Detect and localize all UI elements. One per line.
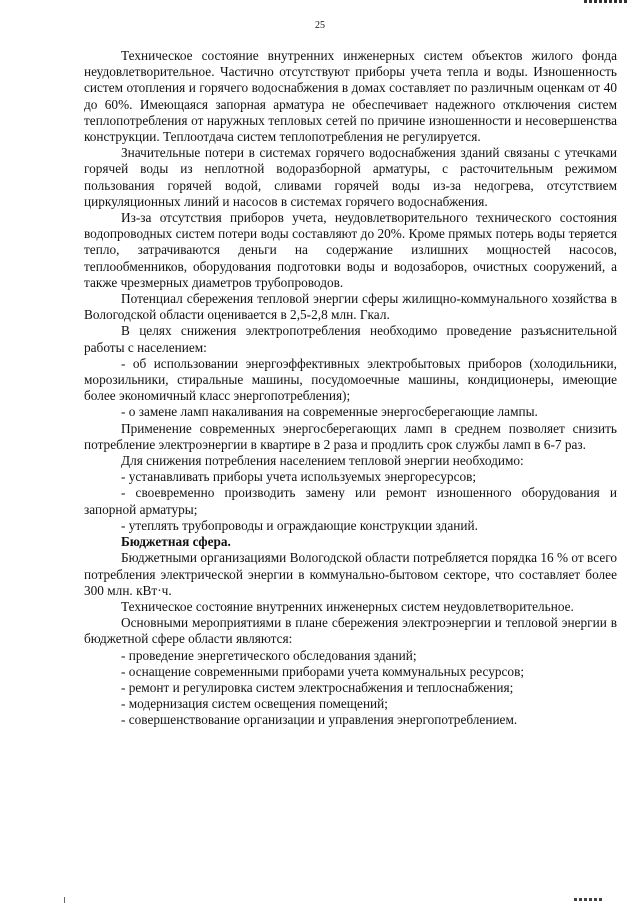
section-heading-budget: Бюджетная сфера.: [121, 534, 231, 550]
page-number: 25: [315, 20, 325, 31]
paragraph-heat-potential: Потенциал сбережения тепловой энергии сферы жилищно-коммунального хозяйства в Вологодской области оценивается в 2,5-2,8 млн. Гкал.: [84, 291, 617, 323]
paragraph-heat-measures-intro: Для снижения потребления населением тепловой энергии необходимо:: [121, 453, 524, 469]
list-item-energy-audit: - проведение энергетического обследования зданий;: [121, 647, 417, 663]
list-item-insulation: - утеплять трубопроводы и ограждающие конструкции зданий.: [121, 517, 478, 533]
list-item-lighting-modernization: - модернизация систем освещения помещений;: [121, 696, 388, 712]
list-item-appliances: - об использовании энергоэффективных электробытовых приборов (холодильники, морозильники, стиральные машины, посудомоечные машины, кондиционеры, имеющие более экономичный класс энергопотребления);: [84, 355, 617, 404]
list-item-metering-equipment: - оснащение современными приборами учета коммунальных ресурсов;: [121, 663, 525, 679]
document-body: [84, 48, 617, 729]
list-item-repair-systems: - ремонт и регулировка систем электроснабжения и теплоснабжения;: [121, 679, 514, 695]
paragraph-lamp-savings: Применение современных энергосберегающих ламп в среднем позволяет снизить потребление электроэнергии в квартире в 2 раза и продлить срок службы ламп в 6-7 раз.: [84, 420, 617, 452]
list-item-lamps: - о замене ламп накаливания на современные энергосберегающие лампы.: [121, 404, 538, 420]
scan-mark: [584, 0, 628, 3]
list-item-equipment-replacement: - своевременно производить замену или ремонт изношенного оборудования и запорной арматуры;: [84, 485, 617, 517]
scan-mark: [574, 898, 604, 901]
list-item-management: - совершенствование организации и управления энергопотреблением.: [121, 712, 518, 728]
paragraph-budget-technical-state: Техническое состояние внутренних инженерных систем неудовлетворительное.: [121, 598, 574, 614]
paragraph-water-losses: Из-за отсутствия приборов учета, неудовлетворительного технического состояния водопроводных систем потери воды составляют до 20%. Кроме прямых потерь воды теряется тепло, затрачиваются деньги на содержание излишних мощностей насосов, теплообменников, оборудования подготовки воды и водозаборов, очистных сооружений, а также чрезмерных диаметров трубопроводов.: [84, 210, 617, 290]
paragraph-housing-systems: Техническое состояние внутренних инженерных систем объектов жилого фонда неудовлетворительное. Частично отсутствуют приборы учета тепла и воды. Изношенность систем отопления и горячего водоснабжения в домах составляет по различным оценкам от 40 до 60%. Имеющаяся запорная арматура не обеспечивает надежного отключения систем теплопотребления от наружных тепловых сетей по причине изношенности и несовершенства конструкции. Теплоотдача систем теплопотребления не регулируется.: [84, 48, 617, 145]
paragraph-budget-consumption: Бюджетными организациями Вологодской области потребляется порядка 16 % от всего потребления электрической энергии в коммунально-бытовом секторе, что составляет более 300 млн. кВт·ч.: [84, 550, 617, 598]
paragraph-hot-water-losses: Значительные потери в системах горячего водоснабжения зданий связаны с утечками горячей воды из неплотной водоразборной арматуры, с расточительным режимом пользования горячей водой, сливами горячей воды из-за недогрева, отсутствием циркуляционных линий и насосов в системах горячего водоснабжения.: [84, 145, 617, 209]
paragraph-electricity-intro: В целях снижения электропотребления необходимо проведение разъяснительной работы с населением:: [84, 323, 617, 355]
scan-mark: [64, 897, 65, 903]
list-item-meters: - устанавливать приборы учета используемых энергоресурсов;: [121, 469, 477, 485]
paragraph-budget-measures-intro: Основными мероприятиями в плане сбережения электроэнергии и тепловой энергии в бюджетной сфере области являются:: [84, 615, 617, 647]
